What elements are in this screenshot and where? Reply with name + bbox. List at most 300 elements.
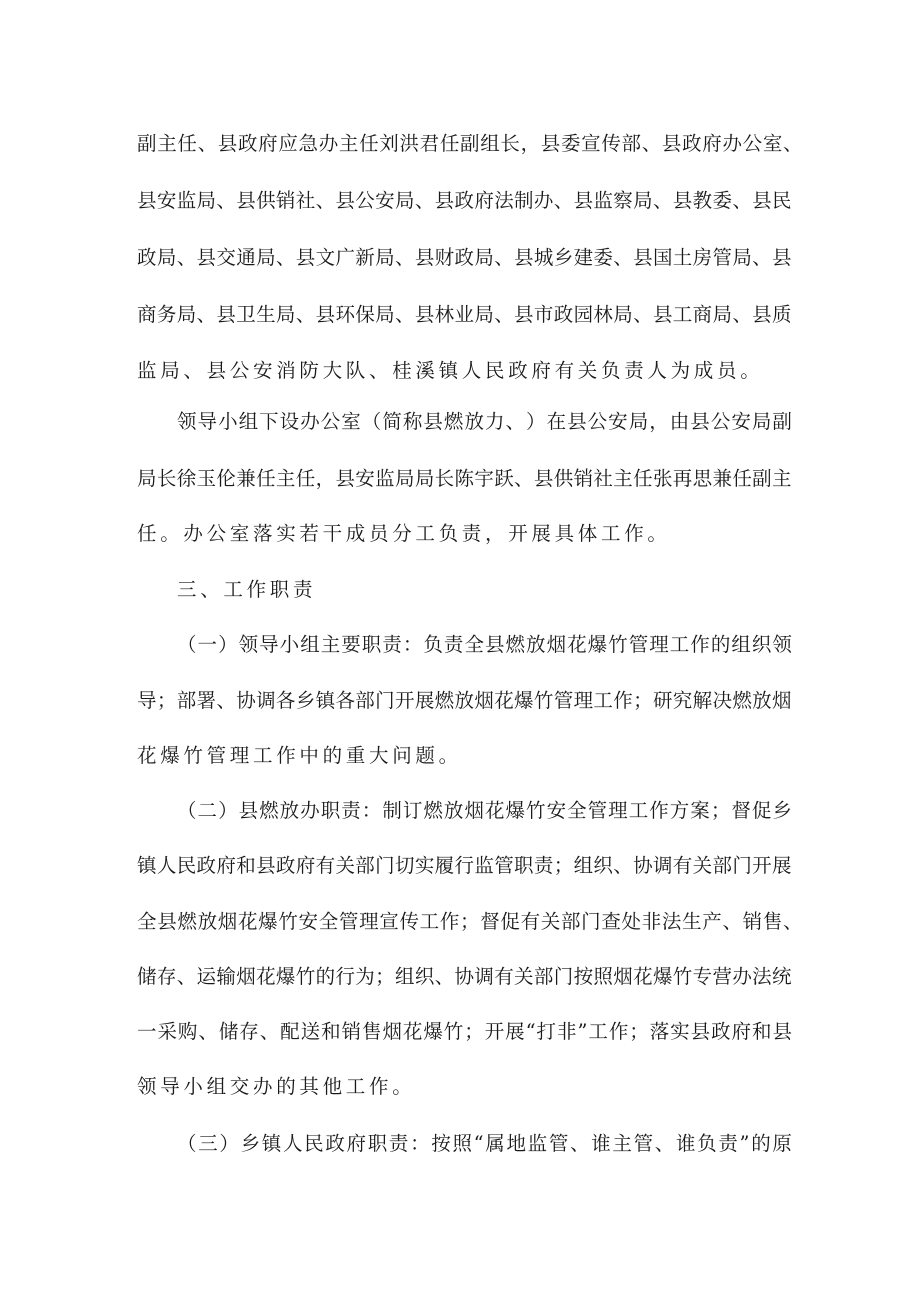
text-char: 要 xyxy=(341,633,361,656)
text-char: 急 xyxy=(298,132,319,155)
text-char: 镇 xyxy=(315,689,336,712)
text-char: 局 xyxy=(414,467,435,490)
text-char: 花 xyxy=(494,689,514,712)
text-char: 兼 xyxy=(712,467,732,490)
text-char: 县 xyxy=(196,246,217,269)
text-char: 全 xyxy=(464,633,484,656)
text-char: 部 xyxy=(712,854,732,877)
text-char: 县 xyxy=(661,132,682,155)
text-char: 府 xyxy=(702,132,722,155)
text-char: 法 xyxy=(494,189,514,212)
text-char: （ xyxy=(177,1132,197,1155)
text-char: 、 xyxy=(570,1132,590,1155)
text-line xyxy=(177,409,792,435)
text-char: 主 xyxy=(613,467,633,490)
text-char: 职 xyxy=(367,1132,388,1155)
text-char: 订 xyxy=(402,799,423,822)
text-char: 、 xyxy=(752,246,772,269)
text-char: ； xyxy=(710,799,731,822)
text-char: 实 xyxy=(670,1020,690,1043)
text-char: 各 xyxy=(275,689,296,712)
text-char: 察 xyxy=(613,189,633,212)
text-char: 玉 xyxy=(196,467,217,490)
text-char: 县 xyxy=(567,410,587,433)
text-char: 开 xyxy=(394,689,415,712)
text-char: 、 xyxy=(654,1132,675,1155)
text-char: 产 xyxy=(702,910,722,933)
text-char: 决 xyxy=(712,689,732,712)
text-char: 有 xyxy=(672,854,693,877)
text-char: 小 xyxy=(218,410,238,433)
text-char: 卫 xyxy=(236,303,256,326)
text-line xyxy=(137,131,803,157)
text-char: 、 xyxy=(275,246,296,269)
text-char: 局 xyxy=(474,246,494,269)
text-char: 责 xyxy=(341,799,361,822)
text-char: 烟 xyxy=(217,910,238,933)
text-char: 展 xyxy=(505,1020,525,1043)
text-char: ： xyxy=(402,633,423,656)
text-char: 、 xyxy=(434,965,455,988)
text-char: ； xyxy=(375,965,395,988)
text-char: 管 xyxy=(548,1132,569,1155)
text-char: 展 xyxy=(772,854,792,877)
text-line xyxy=(177,798,792,824)
text-char: 局 xyxy=(613,303,633,326)
text-char: 县 xyxy=(772,246,792,269)
text-char: 政 xyxy=(711,1020,731,1043)
text-char: 爆 xyxy=(587,633,608,656)
text-char: 专 xyxy=(692,965,713,988)
text-char: 导 xyxy=(259,633,279,656)
text-char: 建 xyxy=(573,246,594,269)
text-char: 爆 xyxy=(258,910,278,933)
text-char: 的 xyxy=(751,1132,771,1155)
text-char: 公 xyxy=(355,189,375,212)
text-char: 管 xyxy=(553,689,574,712)
text-char: 责 xyxy=(533,854,554,877)
text-char: 县 xyxy=(652,303,673,326)
text-char: 县 xyxy=(414,246,435,269)
text-char: 生 xyxy=(682,910,702,933)
text-char: 竹 xyxy=(526,799,546,822)
text-char: 领 xyxy=(772,633,792,656)
text-char: 责 xyxy=(718,1132,738,1155)
text-char: 花 xyxy=(633,965,653,988)
text-char: 委 xyxy=(593,246,613,269)
text-char: 职 xyxy=(514,854,534,877)
text-char: 任 xyxy=(439,132,460,155)
text-char: 销 xyxy=(742,910,763,933)
text-char: 、 xyxy=(553,189,574,212)
text-char: 县 xyxy=(137,189,157,212)
text-char: 责 xyxy=(388,1132,409,1155)
text-char: 镇 xyxy=(261,1132,282,1155)
text-char: 究 xyxy=(672,689,693,712)
text-char: 理 xyxy=(649,633,669,656)
text-char: 政 xyxy=(553,303,574,326)
text-char: 管 xyxy=(587,799,608,822)
text-char: 售 xyxy=(361,1020,382,1043)
text-char: 、 xyxy=(259,1020,280,1043)
text-char: 府 xyxy=(346,1132,367,1155)
text-char: 安 xyxy=(608,410,628,433)
text-char: 燃 xyxy=(443,410,464,433)
text-char: 局 xyxy=(275,303,296,326)
text-char: 烟 xyxy=(546,633,567,656)
text-char: 政 xyxy=(196,854,217,877)
text-char: 、 xyxy=(722,910,742,933)
text-line: 任。办公室落实若干成员分工负责，开展具体工作。 xyxy=(137,522,671,545)
text-char: 乡 xyxy=(295,689,316,712)
text-char: 门 xyxy=(581,910,601,933)
text-line xyxy=(137,245,792,271)
text-char: 部 xyxy=(355,689,375,712)
text-char: 竹 xyxy=(295,965,316,988)
text-char: 爆 xyxy=(275,965,296,988)
text-char: 、 xyxy=(197,132,218,155)
text-char: 负 xyxy=(423,633,443,656)
text-char: ） xyxy=(526,410,546,433)
text-char: 室 xyxy=(341,410,361,433)
text-char: 一 xyxy=(137,1020,157,1043)
text-char: 爆 xyxy=(652,965,673,988)
text-char: 局 xyxy=(712,303,732,326)
text-char: 组 xyxy=(480,132,500,155)
text-char: 、 xyxy=(176,246,197,269)
text-char: 照 xyxy=(452,1132,472,1155)
text-char: 在 xyxy=(546,410,567,433)
text-char: 爆 xyxy=(514,689,534,712)
text-char: 房 xyxy=(692,246,713,269)
section-heading: 三、工作职责 xyxy=(177,578,317,601)
text-char: 监 xyxy=(593,189,613,212)
text-char: 有 xyxy=(315,854,336,877)
text-char: 理 xyxy=(359,910,379,933)
text-char: 副 xyxy=(772,410,792,433)
text-char: 县 xyxy=(633,246,653,269)
text-char: ， xyxy=(649,410,669,433)
text-char: 烟 xyxy=(236,965,256,988)
text-char: 、 xyxy=(394,303,415,326)
text-char: 各 xyxy=(335,689,355,712)
text-char: 方 xyxy=(669,799,690,822)
text-line: 花爆竹管理工作中的重大问题。 xyxy=(137,744,462,767)
text-char: 府 xyxy=(731,1020,752,1043)
text-char: 竹 xyxy=(443,1020,464,1043)
text-char: 导 xyxy=(137,689,157,712)
text-char: 县 xyxy=(672,189,693,212)
text-char: 长 xyxy=(500,132,520,155)
text-char: 县 xyxy=(752,189,772,212)
text-char: 副 xyxy=(460,132,480,155)
text-char: 花 xyxy=(402,1020,423,1043)
text-char: 促 xyxy=(751,799,772,822)
text-char: 竹 xyxy=(278,910,298,933)
text-char: 切 xyxy=(394,854,415,877)
text-char: 作 xyxy=(613,689,633,712)
text-char: ， xyxy=(520,132,541,155)
text-char: 委 xyxy=(712,189,732,212)
text-char: 局 xyxy=(176,303,197,326)
text-char: 存 xyxy=(239,1020,259,1043)
text-char: 属 xyxy=(485,1132,505,1155)
text-char: 县 xyxy=(236,189,256,212)
text-char: 任 xyxy=(633,467,653,490)
text-char: 局 xyxy=(375,246,395,269)
text-char: 花 xyxy=(484,799,505,822)
text-char: 徐 xyxy=(176,467,197,490)
text-char: 政 xyxy=(325,1132,345,1155)
text-char: 广 xyxy=(335,246,355,269)
text-char: 张 xyxy=(652,467,673,490)
text-char: 县 xyxy=(772,1020,792,1043)
text-char: 组 xyxy=(573,854,594,877)
text-char: 理 xyxy=(608,799,628,822)
text-char: 实 xyxy=(414,854,435,877)
text-char: 案 xyxy=(690,799,710,822)
text-char: 宣 xyxy=(379,910,399,933)
text-char: 燃 xyxy=(434,689,455,712)
text-char: 小 xyxy=(279,633,300,656)
text-char: 导 xyxy=(197,410,218,433)
text-char: 林 xyxy=(593,303,613,326)
text-char: 谁 xyxy=(675,1132,696,1155)
text-char: 林 xyxy=(434,303,455,326)
text-char: 应 xyxy=(278,132,298,155)
text-char: 县 xyxy=(238,799,259,822)
text-char: 安 xyxy=(156,189,177,212)
text-char: 办 xyxy=(732,965,752,988)
text-char: 的 xyxy=(315,965,336,988)
text-char: 主 xyxy=(612,1132,632,1155)
text-char: 打 xyxy=(536,1020,557,1043)
text-char: 织 xyxy=(593,854,613,877)
text-line xyxy=(177,632,792,658)
text-char: 、 xyxy=(613,854,633,877)
text-char: 、 xyxy=(652,189,673,212)
text-char: 、 xyxy=(216,189,236,212)
text-char: 有 xyxy=(520,910,541,933)
text-char: 织 xyxy=(414,965,435,988)
text-char: 局 xyxy=(394,189,415,212)
text-char: 再 xyxy=(672,467,693,490)
text-char: 全 xyxy=(318,910,339,933)
text-char: 洪 xyxy=(399,132,419,155)
text-char: 监 xyxy=(474,854,494,877)
text-char: 工 xyxy=(672,303,693,326)
text-char: 办 xyxy=(318,132,339,155)
text-char: 兼 xyxy=(236,467,256,490)
text-char: 任 xyxy=(256,467,276,490)
text-char: 县 xyxy=(752,303,772,326)
text-char: 公 xyxy=(742,132,763,155)
text-char: 局 xyxy=(751,410,772,433)
text-char: ； xyxy=(156,689,177,712)
text-char: 、 xyxy=(732,189,752,212)
text-char: 职 xyxy=(320,799,341,822)
text-char: 行 xyxy=(454,854,475,877)
text-char: 办 xyxy=(533,189,554,212)
text-char: 县 xyxy=(217,132,238,155)
text-char: 输 xyxy=(216,965,236,988)
text-char: 府 xyxy=(258,132,278,155)
text-char: 储 xyxy=(137,965,157,988)
text-char: 安 xyxy=(298,910,319,933)
text-char: 、 xyxy=(414,189,435,212)
text-char: 部 xyxy=(533,965,554,988)
text-char: 、 xyxy=(394,246,415,269)
text-char: 任 xyxy=(732,467,752,490)
text-char: 民 xyxy=(176,854,197,877)
text-char: 领 xyxy=(238,633,259,656)
text-char: 县 xyxy=(690,410,710,433)
text-char: 调 xyxy=(652,854,673,877)
text-char: 作 xyxy=(690,633,710,656)
text-char: ； xyxy=(633,689,653,712)
text-char: 政 xyxy=(237,132,258,155)
text-char: 县 xyxy=(256,854,276,877)
text-char: 作 xyxy=(608,1020,629,1043)
text-char: 教 xyxy=(692,189,713,212)
text-char: 局 xyxy=(256,246,276,269)
text-char: （ xyxy=(361,410,382,433)
text-char: 、 xyxy=(295,303,316,326)
text-char: 烟 xyxy=(772,689,792,712)
text-char: 放 xyxy=(279,799,300,822)
text-char: 责 xyxy=(443,633,464,656)
text-char: 监 xyxy=(527,1132,548,1155)
text-char: 县 xyxy=(514,246,534,269)
text-char: 公 xyxy=(320,410,341,433)
text-char: 局 xyxy=(137,467,157,490)
text-char: 园 xyxy=(573,303,594,326)
text-char: 门 xyxy=(375,689,395,712)
text-char: 燃 xyxy=(259,799,279,822)
text-char: 按 xyxy=(573,965,594,988)
text-char: 开 xyxy=(752,854,772,877)
text-char: 县 xyxy=(335,467,355,490)
text-char: 县 xyxy=(690,1020,711,1043)
text-char: 调 xyxy=(256,689,276,712)
text-char: 有 xyxy=(494,965,514,988)
text-char: 送 xyxy=(300,1020,321,1043)
text-char: 燃 xyxy=(505,633,526,656)
text-char: 宇 xyxy=(474,467,494,490)
text-char: 人 xyxy=(156,854,177,877)
text-char: 局 xyxy=(732,246,752,269)
text-char: 设 xyxy=(279,410,300,433)
text-char: 部 xyxy=(176,689,197,712)
text-char: 销 xyxy=(573,467,594,490)
text-char: 副 xyxy=(752,467,772,490)
text-char: 竹 xyxy=(533,689,554,712)
text-char: 竹 xyxy=(608,633,628,656)
text-char: 、 xyxy=(732,303,752,326)
text-char: ： xyxy=(361,799,382,822)
text-char: 保 xyxy=(355,303,375,326)
text-char: 市 xyxy=(533,303,554,326)
text-char: 售 xyxy=(762,910,783,933)
text-char: 质 xyxy=(772,303,792,326)
text-char: 、 xyxy=(505,410,526,433)
text-char: 局 xyxy=(628,410,649,433)
text-char: 、 xyxy=(494,246,514,269)
text-char: 理 xyxy=(573,689,594,712)
text-line xyxy=(137,302,792,328)
text-char: 任 xyxy=(359,132,379,155)
text-char: 监 xyxy=(176,189,197,212)
text-char: 销 xyxy=(341,1020,362,1043)
text-char: 关 xyxy=(692,854,713,877)
text-char: 烟 xyxy=(474,689,494,712)
text-char: 县 xyxy=(514,303,534,326)
text-char: 县 xyxy=(573,189,594,212)
text-char: 烟 xyxy=(382,1020,402,1043)
text-char: 管 xyxy=(712,246,732,269)
text-char: 供 xyxy=(553,467,574,490)
text-char: 商 xyxy=(137,303,157,326)
text-char: 协 xyxy=(236,689,256,712)
text-char: 传 xyxy=(399,910,419,933)
text-char: 烟 xyxy=(613,965,633,988)
text-char: 照 xyxy=(593,965,613,988)
text-char: 行 xyxy=(335,965,355,988)
text-char: 主 xyxy=(772,467,792,490)
text-char: 、 xyxy=(494,303,514,326)
text-char: 主 xyxy=(338,132,359,155)
text-char: 君 xyxy=(419,132,440,155)
text-char: 督 xyxy=(480,910,500,933)
text-char: 局 xyxy=(375,303,395,326)
text-char: 法 xyxy=(752,965,772,988)
text-char: 处 xyxy=(621,910,642,933)
text-char: 局 xyxy=(633,189,653,212)
text-char: 烟 xyxy=(464,799,484,822)
text-char: 、 xyxy=(783,132,803,155)
text-char: 制 xyxy=(382,799,402,822)
text-char: 非 xyxy=(556,1020,577,1043)
text-char: 谁 xyxy=(591,1132,611,1155)
text-char: 力 xyxy=(484,410,505,433)
text-char: 交 xyxy=(216,246,236,269)
text-char: 督 xyxy=(731,799,751,822)
text-char: 民 xyxy=(304,1132,324,1155)
text-char: 公 xyxy=(587,410,608,433)
text-char: 落 xyxy=(649,1020,670,1043)
text-char: ” xyxy=(739,1132,750,1155)
text-char: 、 xyxy=(196,303,217,326)
text-char: 和 xyxy=(751,1020,772,1043)
text-char: 政 xyxy=(454,189,475,212)
text-char: 局 xyxy=(156,246,177,269)
text-char: 营 xyxy=(712,965,732,988)
text-char: 人 xyxy=(282,1132,303,1155)
text-char: 放 xyxy=(197,910,218,933)
text-char: 城 xyxy=(533,246,554,269)
text-char: ） xyxy=(218,633,238,656)
text-char: 土 xyxy=(672,246,693,269)
text-char: 县 xyxy=(484,633,505,656)
text-char: 织 xyxy=(751,633,772,656)
text-char: 工 xyxy=(628,799,649,822)
text-char: 竹 xyxy=(672,965,693,988)
text-char: 配 xyxy=(280,1020,300,1043)
text-char: 安 xyxy=(731,410,751,433)
text-char: 、 xyxy=(641,132,662,155)
text-char: 一 xyxy=(197,633,218,656)
text-char: 和 xyxy=(236,854,256,877)
